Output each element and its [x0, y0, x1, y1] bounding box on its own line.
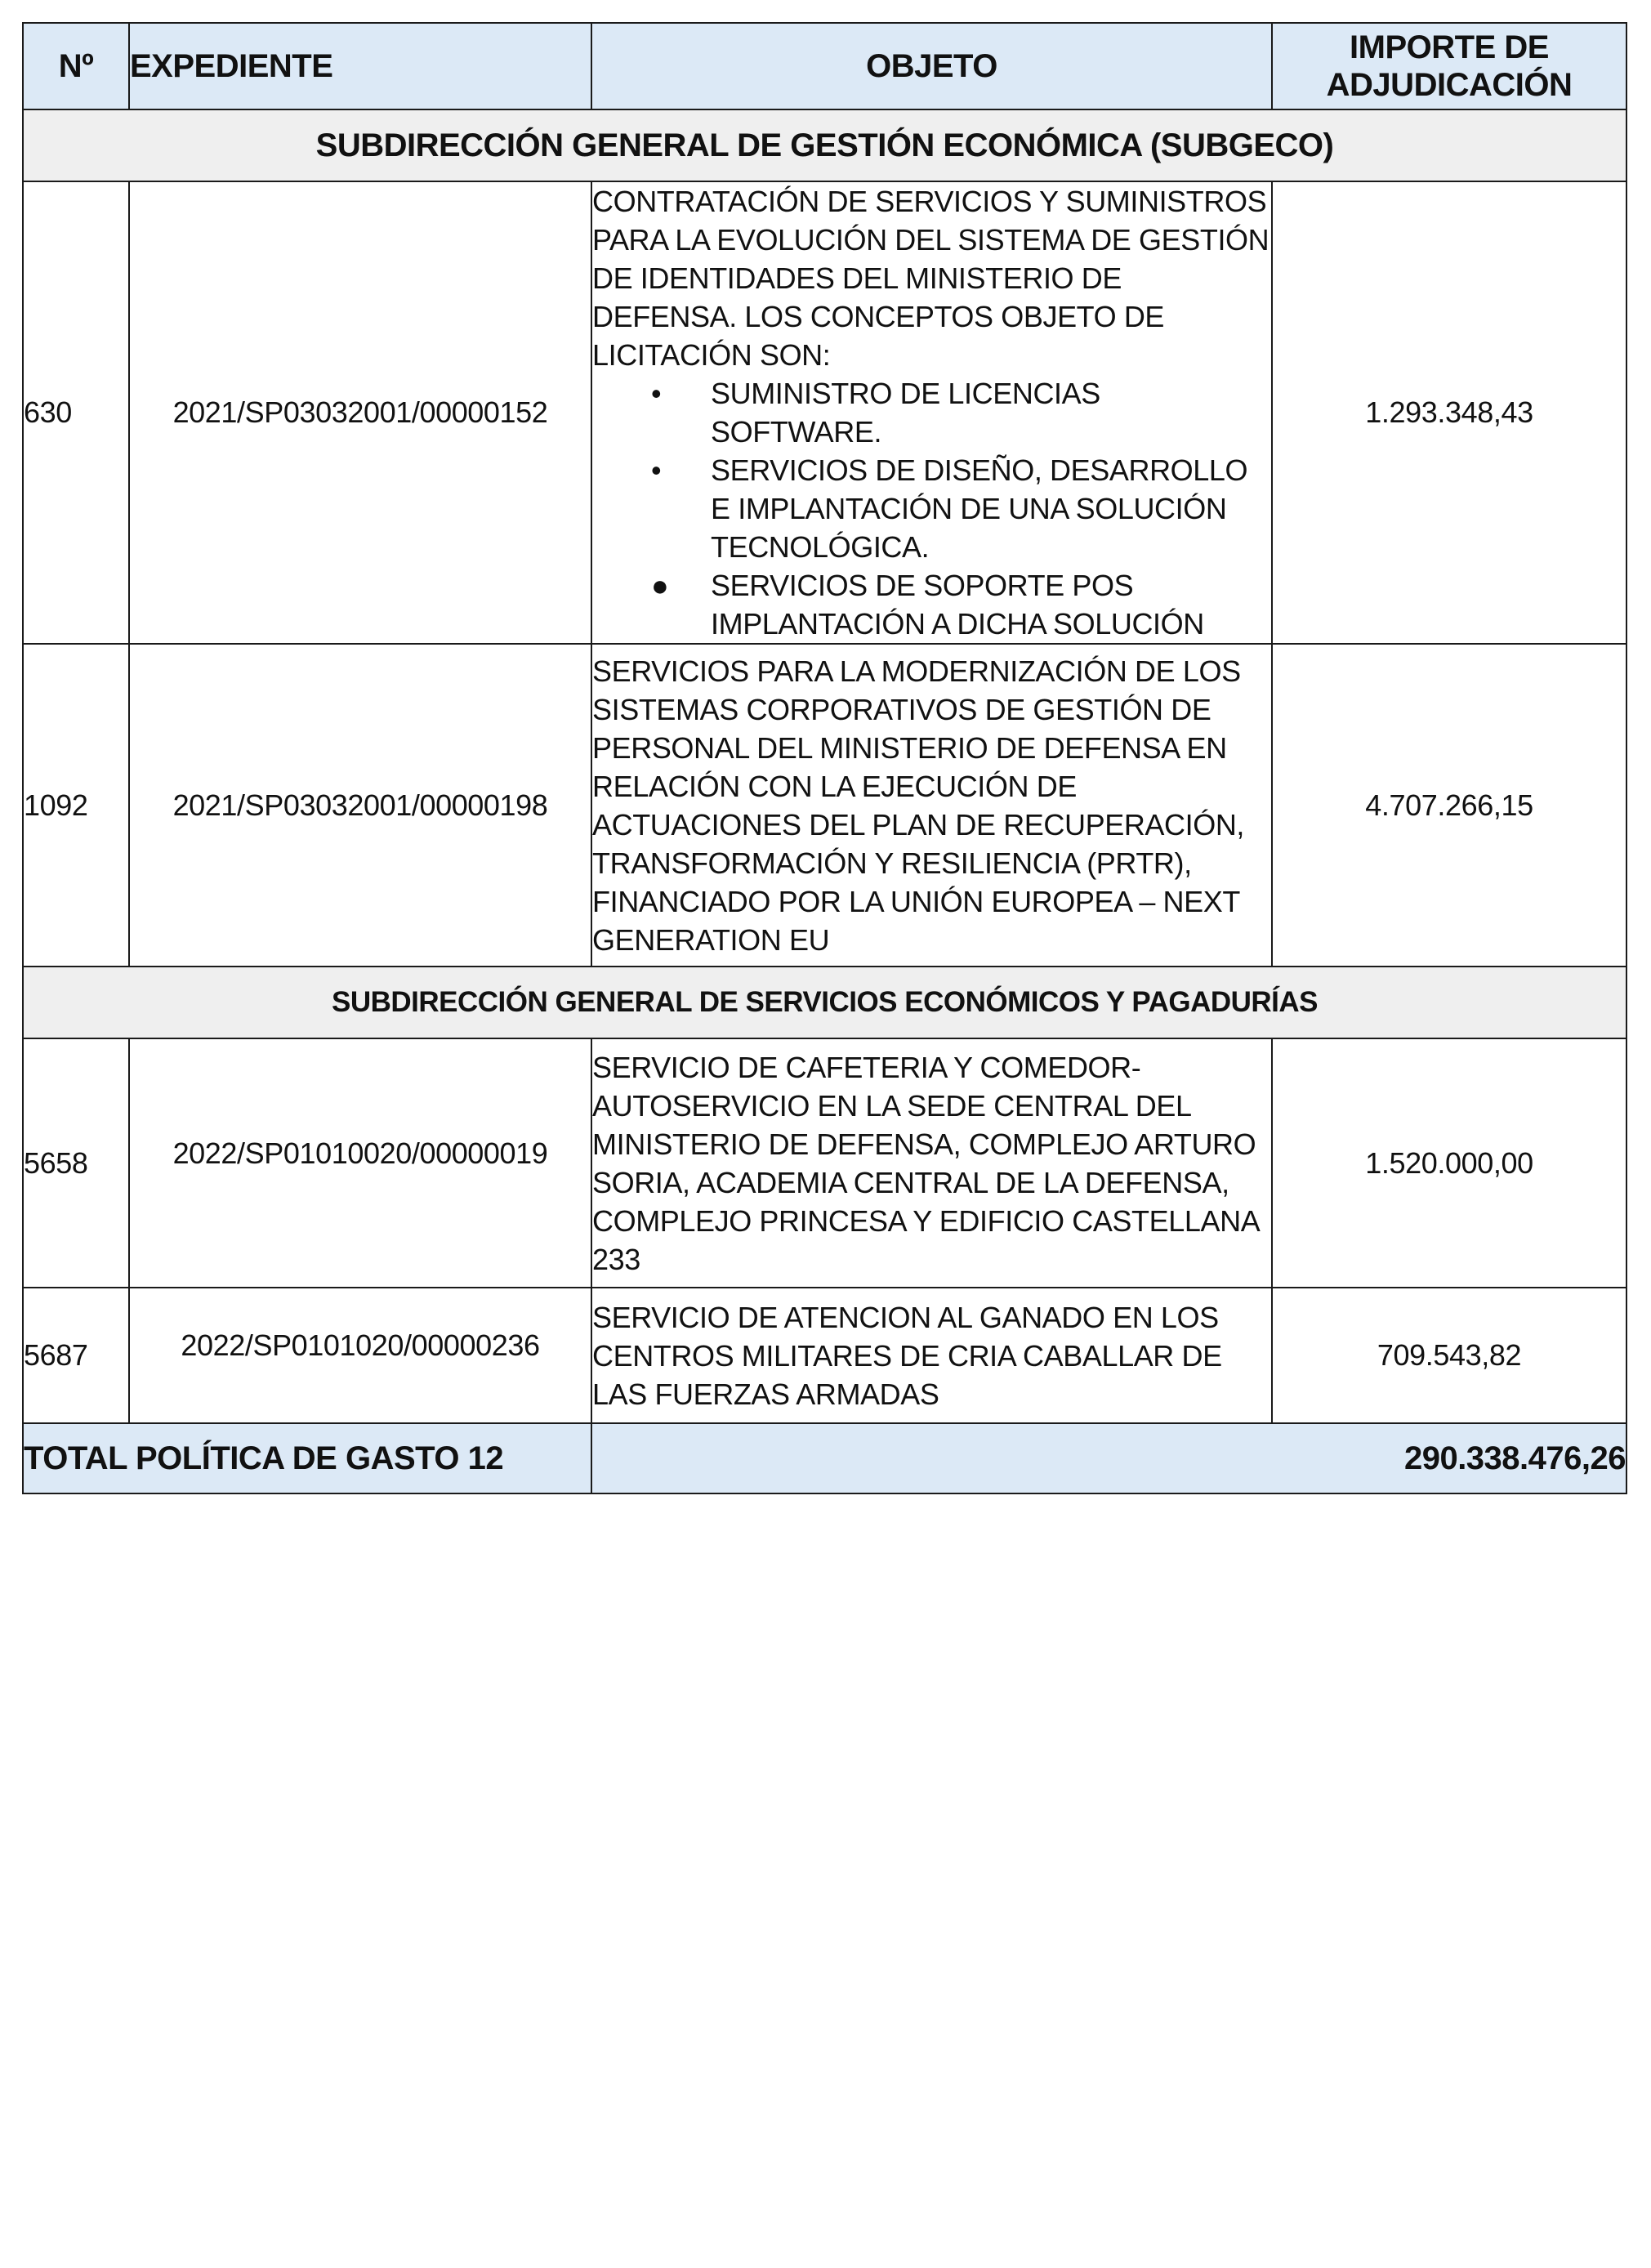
row-expediente: [129, 1288, 591, 1423]
row-num: 5658: [23, 1038, 129, 1288]
section-title: SUBDIRECCIÓN GENERAL DE SERVICIOS ECONÓMICOS Y PAGADURÍAS: [23, 967, 1626, 1038]
bullet-text: SUMINISTRO DE LICENCIAS SOFTWARE.: [711, 377, 1100, 449]
row-num: 1092: [23, 644, 129, 967]
contracts-table: [22, 22, 1627, 1494]
table-row: [23, 181, 1626, 644]
row-importe: 4.707.266,15: [1272, 644, 1626, 967]
total-row: [23, 1423, 1626, 1493]
bullet-icon: •: [651, 377, 662, 410]
section-row: [23, 967, 1626, 1038]
table-header-row: [23, 23, 1626, 109]
bullet-icon: ●: [651, 569, 669, 602]
total-value: 290.338.476,26: [591, 1423, 1626, 1493]
bullet-icon: •: [651, 453, 662, 487]
header-importe: IMPORTE DE ADJUDICACIÓN: [1272, 23, 1626, 109]
row-importe: 1.293.348,43: [1272, 181, 1626, 644]
table-row: [23, 1038, 1626, 1288]
row-num: 5687: [23, 1288, 129, 1423]
row-expediente: [129, 1038, 591, 1288]
row-expediente-text: 2022/SP0101020/00000236: [181, 1328, 540, 1362]
bullet-item: [592, 566, 1271, 643]
row-objeto: SERVICIO DE ATENCION AL GANADO EN LOS CENTROS MILITARES DE CRIA CABALLAR DE LAS FUERZAS ARMADAS: [591, 1288, 1272, 1423]
row-objeto: [591, 181, 1272, 644]
header-objeto: OBJETO: [591, 23, 1272, 109]
row-expediente-text: 2022/SP01010020/00000019: [172, 1136, 548, 1170]
bullet-item: [592, 374, 1271, 451]
bullet-text: SERVICIOS DE SOPORTE POS IMPLANTACIÓN A DICHA SOLUCIÓN: [711, 569, 1204, 641]
row-importe: 709.543,82: [1272, 1288, 1626, 1423]
row-objeto-text: CONTRATACIÓN DE SERVICIOS Y SUMINISTROS PARA LA EVOLUCIÓN DEL SISTEMA DE GESTIÓN DE IDENTIDADES DEL MINISTERIO DE DEFENSA. LOS CONCEPTOS OBJETO DE LICITACIÓN SON:: [592, 185, 1269, 372]
bullet-text: SERVICIOS DE DISEÑO, DESARROLLO E IMPLANTACIÓN DE UNA SOLUCIÓN TECNOLÓGICA.: [711, 453, 1248, 564]
row-objeto: SERVICIOS PARA LA MODERNIZACIÓN DE LOS SISTEMAS CORPORATIVOS DE GESTIÓN DE PERSONAL DEL MINISTERIO DE DEFENSA EN RELACIÓN CON LA EJECUCIÓN DE ACTUACIONES DEL PLAN DE RECUPERACIÓN, TRANSFORMACIÓN Y RESILIENCIA (PRTR), FINANCIADO POR LA UNIÓN EUROPEA – NEXT GENERATION EU: [591, 644, 1272, 967]
row-num: 630: [23, 181, 129, 644]
row-objeto: SERVICIO DE CAFETERIA Y COMEDOR-AUTOSERVICIO EN LA SEDE CENTRAL DEL MINISTERIO DE DEFENSA, COMPLEJO ARTURO SORIA, ACADEMIA CENTRAL DE LA DEFENSA, COMPLEJO PRINCESA Y EDIFICIO CASTELLANA 233: [591, 1038, 1272, 1288]
header-num: Nº: [23, 23, 129, 109]
header-expediente: EXPEDIENTE: [129, 23, 591, 109]
row-expediente: 2021/SP03032001/00000198: [129, 644, 591, 967]
section-row: [23, 109, 1626, 181]
bullet-item: [592, 451, 1271, 566]
row-importe: 1.520.000,00: [1272, 1038, 1626, 1288]
section-title: SUBDIRECCIÓN GENERAL DE GESTIÓN ECONÓMICA (SUBGECO): [23, 109, 1626, 181]
objeto-bullet-list: [592, 374, 1271, 643]
table-row: [23, 1288, 1626, 1423]
row-expediente: 2021/SP03032001/00000152: [129, 181, 591, 644]
total-label: TOTAL POLÍTICA DE GASTO 12: [23, 1423, 591, 1493]
table-row: [23, 644, 1626, 967]
